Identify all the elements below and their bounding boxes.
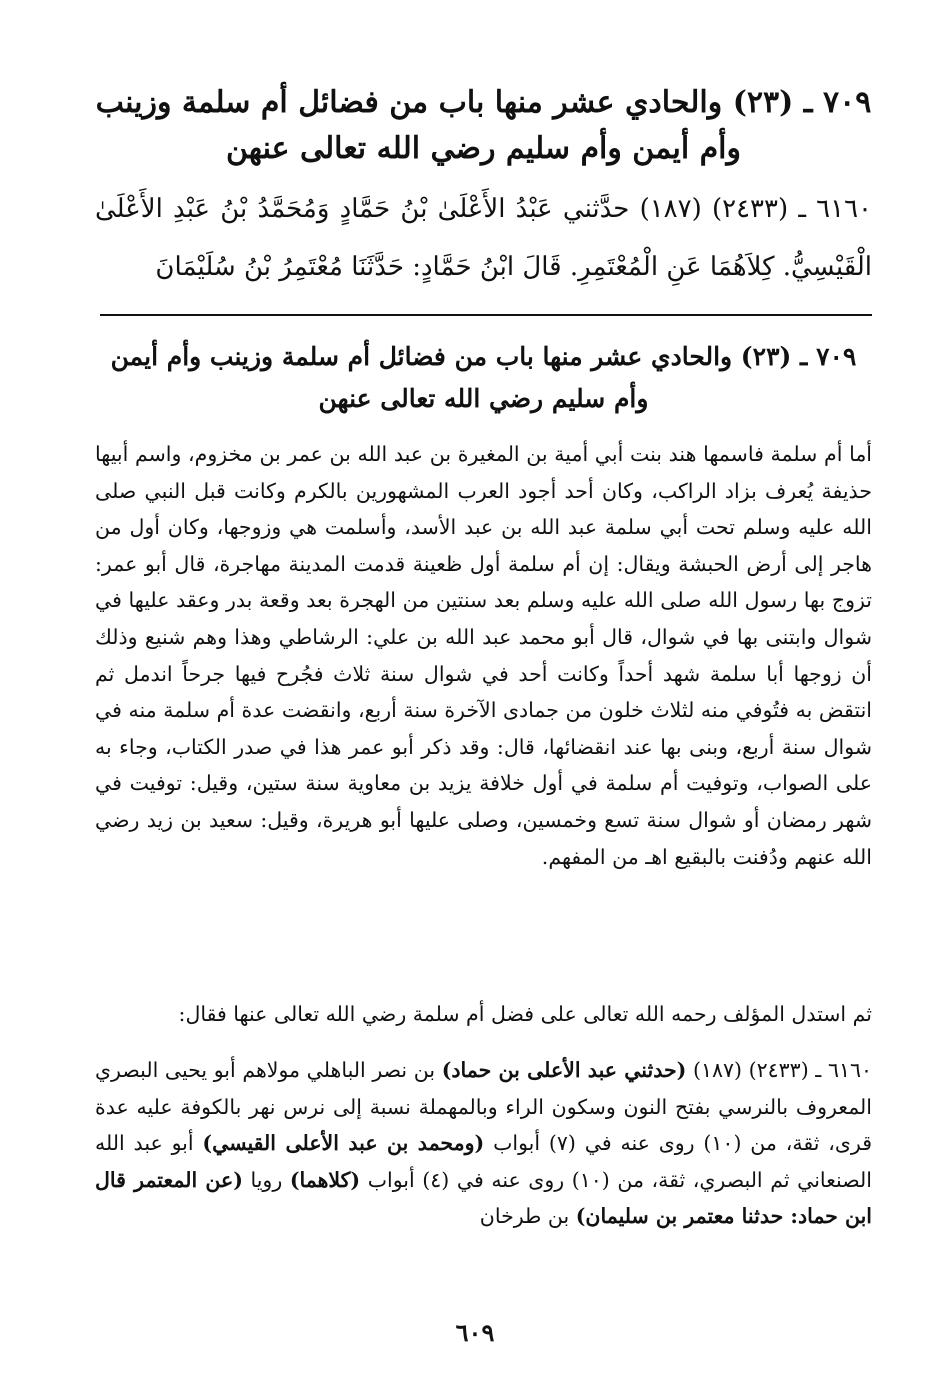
hadith-text: ٦١٦٠ ـ (٢٤٣٣) (١٨٧) حدَّثني عَبْدُ الأَعْلَىٰ بْنُ حَمَّادٍ وَمُحَمَّدُ بْنُ عَبْدِ الأَعْلَىٰ الْقَيْسِيُّ. كِلاَهُمَا عَنِ الْمُعْتَمِرِ. قَالَ ابْنُ حَمَّادٍ: حَدَّثَنَا مُعْتَمِرُ بْنُ سُلَيْمَانَ — [95, 194, 873, 282]
chapter-heading: ٧٠٩ ـ (٢٣) والحادي عشر منها باب من فضائل أم سلمة وزينب وأم أيمن وأم سليم رضي الله تعالى عنهن — [95, 85, 872, 166]
page-number: ٦٠٩ — [455, 1318, 495, 1347]
narrator-2-bio: أبو عبد الله الصنعاني ثم البصري، ثقة، من (١٠) روى عنه في (٤) أبواب — [95, 1131, 872, 1192]
narrator-2: (ومحمد بن عبد الأعلى القيسي) — [202, 1131, 485, 1156]
hadith-commentary — [95, 1052, 872, 1235]
footnote-divider — [100, 314, 872, 316]
narrator-3-bio: بن طرخان — [479, 1204, 570, 1229]
narrated-word: رويا — [250, 1167, 283, 1192]
commentary-heading: ٧٠٩ ـ (٢٣) والحادي عشر منها باب من فضائل أم سلمة وزينب وأم أيمن وأم سليم رضي الله تعالى عنهن — [110, 342, 857, 413]
narrator-3: (عن المعتمر قال ابن حماد: حدثنا معتمر بن سليمان) — [95, 1167, 872, 1229]
both-narrators: (كلاهما) — [289, 1167, 361, 1192]
biography-paragraph: أما أم سلمة فاسمها هند بنت أبي أمية بن المغيرة بن عبد الله بن عمر بن مخزوم، واسم أبيها حذيفة يُعرف بزاد الراكب، وكان أحد أجود العرب المشهورين بالكرم وكانت قبل النبي صلى الله عليه وسلم تحت أبي سلمة عبد الله بن عبد الأسد، وأسلمت هي وزوجها، وكان أول من هاجر إلى أرض الحبشة ويقال: إن أم سلمة أول ظعينة قدمت المدينة مهاجرة، قال أبو عمر: تزوج بها رسول الله صلى الله عليه وسلم بعد سنتين من الهجرة بعد وقعة بدر وعقد عليها في شوال وابتنى بها في شوال، قال أبو محمد عبد الله بن علي: الرشاطي وهذا وهم شنيع وذلك أن زوجها أبا سلمة شهد أحداً وكانت أحد في شوال سنة ثلاث فجُرح فيها جرحاً اندمل ثم انتقض به فتُوفي منه لثلاث خلون من جمادى الآخرة سنة أربع، وانقضت عدة أم سلمة منه في شوال سنة أربع، وبنى بها عند انقضائها، قال: وقد ذكر أبو عمر هذا في صدر الكتاب، وجاء به على الصواب، وتوفيت أم سلمة في أول خلافة يزيد بن معاوية سنة ستين، وقيل: توفيت في شهر رمضان أو شوال سنة تسع وخمسين، وصلى عليها أبو هريرة، وقيل: سعيد بن زيد رضي الله عنهم ودُفنت بالبقيع اهـ من المفهم. — [95, 442, 872, 869]
narrator-1: (حدثني عبد الأعلى بن حماد) — [441, 1058, 687, 1082]
hadith-number: ٦١٦٠ ـ (٢٤٣٣) (١٨٧) — [692, 1058, 872, 1082]
intro-line: ثم استدل المؤلف رحمه الله تعالى على فضل أم سلمة رضي الله تعالى عنها فقال: — [178, 1002, 872, 1026]
narrator-1-bio: بن نصر الباهلي مولاهم أبو يحيى البصري المعروف بالنرسي بفتح النون وسكون الراء وبالمهملة نسبة إلى نرس نهر بالكوفة عليه عدة قرى، ثقة، من (١٠) روى عنه في (٧) أبواب — [95, 1058, 873, 1156]
